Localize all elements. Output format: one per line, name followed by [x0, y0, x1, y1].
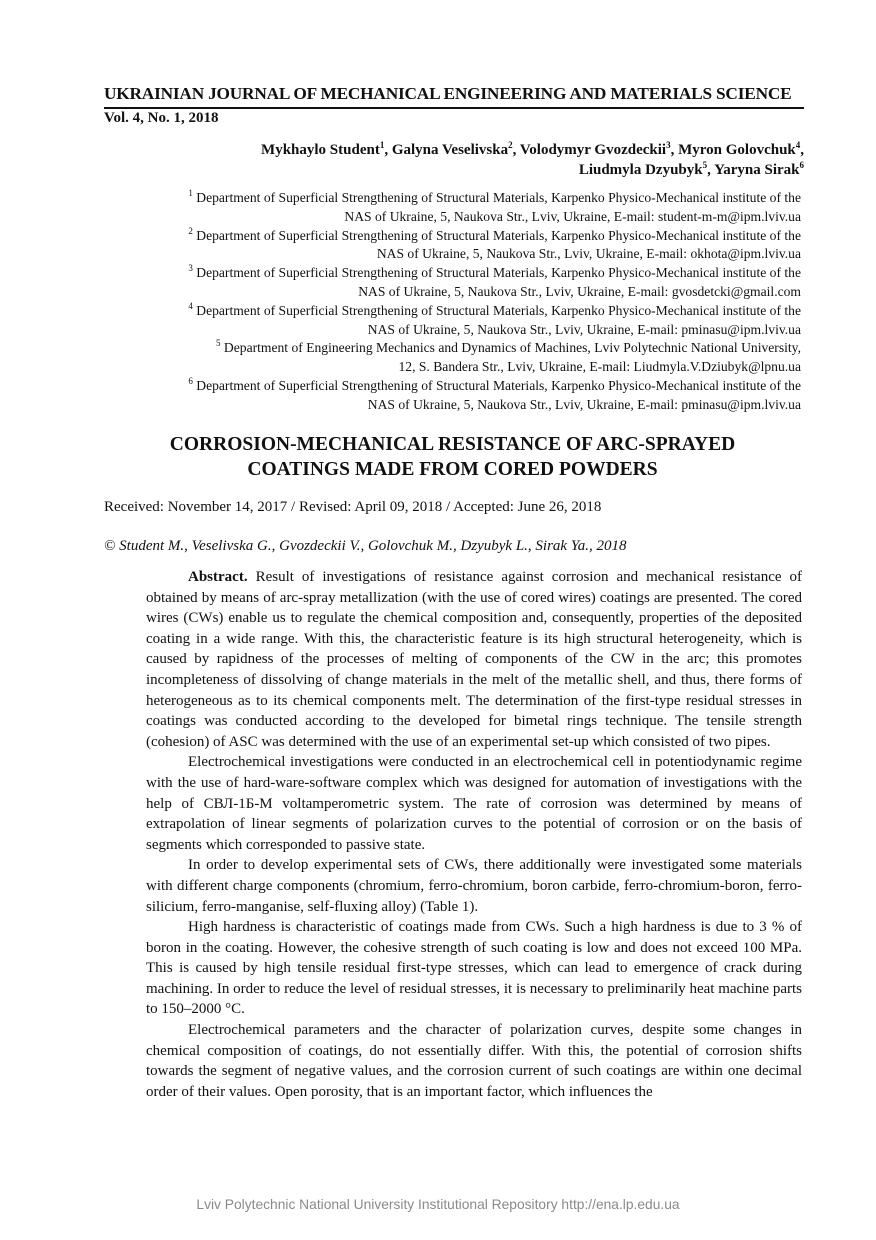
volume-info: Vol. 4, No. 1, 2018 — [104, 110, 219, 126]
author-name: Mykhaylo Student — [261, 142, 380, 158]
affiliation-number: 6 — [188, 375, 193, 386]
affiliation-number: 5 — [216, 338, 221, 349]
author-sup: 2 — [508, 140, 513, 150]
title-line: COATINGS MADE FROM CORED POWDERS — [247, 459, 658, 480]
affiliation-line: NAS of Ukraine, 5, Naukova Str., Lviv, Ukraine, E-mail: gvosdetcki@gmail.com — [358, 283, 801, 299]
author-sup: 6 — [799, 160, 804, 170]
abstract-text: Result of investigations of resistance against corrosion and mechanical resistance of obtained by means of arc-spray metallization (with the use of cored wires) coatings are presented. The cored wires (CWs) enable us to regulate the chemical composition and, consequently, properties of the deposited coating in a wide range. With this, the characteristic feature is its high structural heterogeneity, which is caused by rapidness of the processes of melting of components of the CW in the arc; this promotes incompleteness of dissolving of change materials in the melt of the metallic shell, and thus, there forms of heterogeneous as to its chemical components melt. The determination of the first-type residual stresses in coatings was conducted according to the developed for bimetal rings technique. The tensile strength (cohesion) of ASC was determined with the use of an experimental set-up which consisted of two pipes. — [146, 569, 803, 750]
author-name: Volodymyr Gvozdeckii — [519, 142, 667, 158]
affiliation — [104, 339, 801, 377]
author-line-2 — [261, 160, 804, 180]
affiliation — [104, 302, 801, 340]
affiliation-number: 4 — [188, 300, 193, 311]
author-sep: , — [707, 162, 715, 178]
affiliation-line: Department of Superficial Strengthening of Structural Materials, Karpenko Physico-Mechanical institute of the — [196, 265, 801, 281]
affiliation-line: Department of Superficial Strengthening of Structural Materials, Karpenko Physico-Mechanical institute of the — [196, 190, 801, 205]
affiliation — [104, 264, 801, 302]
abstract-paragraph: High hardness is characteristic of coatings made from CWs. Such a high hardness is due to 3 % of boron in the coating. However, the cohesive strength of such coating is low and does not exceed 100 MPa. This is caused by high tensile residual first-type stresses, which can lead to emergence of crack during machining. In order to reduce the level of residual stresses, it is necessary to preliminarily heat machine parts to 150–2000 °C. — [146, 919, 802, 1018]
author-sup: 4 — [795, 140, 801, 150]
author-name: Yaryna Sirak — [714, 162, 800, 178]
author-sup: 3 — [666, 140, 671, 150]
author-sep: , — [800, 142, 804, 158]
affiliation-line: Department of Superficial Strengthening of Structural Materials, Karpenko Physico-Mechanical institute of the — [196, 302, 801, 318]
affiliation-number: 1 — [188, 188, 193, 198]
abstract-paragraph: In order to develop experimental sets of CWs, there additionally were investigated some materials with different charge components (chromium, ferro-chromium, boron carbide, ferro-chromium-boron, ferro-silicium, ferro-manganise, self-fluxing alloy) (Table 1). — [146, 857, 802, 915]
affiliation-line: NAS of Ukraine, 5, Naukova Str., Lviv, Ukraine, E-mail: pminasu@ipm.lviv.ua — [367, 321, 801, 337]
author-line-1 — [261, 140, 804, 160]
author-name: Myron Golovchuk — [678, 142, 796, 158]
author-sup: 5 — [702, 160, 708, 170]
author-sup: 1 — [379, 140, 385, 150]
abstract — [146, 567, 802, 1102]
abstract-paragraph: Electrochemical parameters and the character of polarization curves, despite some changes in chemical composition of coatings, do not essentially differ. With this, the potential of corrosion shifts towards the segment of negative values, and the corrosion current of such coatings are within one decimal order of their values. Open porosity, that is an important factor, which influences the — [146, 1022, 802, 1100]
repository-footer: Lviv Polytechnic National University Institutional Repository http://ena.lp.edu.ua — [196, 1197, 680, 1212]
header-rule — [104, 107, 804, 109]
affiliation-line: 12, S. Bandera Str., Lviv, Ukraine, E-mail: Liudmyla.V.Dziubyk@lpnu.ua — [398, 359, 801, 375]
author-name: Liudmyla Dzyubyk — [578, 162, 703, 178]
affiliation-list — [104, 189, 801, 415]
author-sep: , — [512, 142, 520, 158]
affiliation-line: Department of Superficial Strengthening of Structural Materials, Karpenko Physico-Mechanical institute of the — [196, 227, 801, 243]
submission-dates: Received: November 14, 2017 / Revised: April 09, 2018 / Accepted: June 26, 2018 — [104, 499, 602, 515]
copyright-line: © Student M., Veselivska G., Gvozdeckii V., Golovchuk M., Dzyubyk L., Sirak Ya., 2018 — [104, 538, 627, 554]
affiliation — [104, 377, 801, 415]
affiliation-number: 2 — [188, 225, 193, 236]
affiliation — [104, 189, 801, 227]
affiliation-number: 3 — [188, 263, 193, 274]
abstract-label: Abstract. — [188, 569, 248, 585]
affiliation-line: NAS of Ukraine, 5, Naukova Str., Lviv, Ukraine, E-mail: student-m-m@ipm.lviv.ua — [344, 208, 801, 224]
affiliation-line: Department of Engineering Mechanics and Dynamics of Machines, Lviv Polytechnic National University, — [223, 340, 801, 356]
author-name: Galyna Veselivska — [391, 142, 509, 158]
author-list — [261, 140, 804, 180]
abstract-paragraph — [146, 567, 802, 752]
paper-title — [104, 432, 801, 482]
affiliation-line: NAS of Ukraine, 5, Naukova Str., Lviv, Ukraine, E-mail: okhota@ipm.lviv.ua — [376, 246, 801, 262]
affiliation-line: Department of Superficial Strengthening of Structural Materials, Karpenko Physico-Mechanical institute of the — [196, 377, 801, 393]
journal-title: UKRAINIAN JOURNAL OF MECHANICAL ENGINEERING AND MATERIALS SCIENCE — [104, 84, 792, 103]
affiliation-line: NAS of Ukraine, 5, Naukova Str., Lviv, Ukraine, E-mail: pminasu@ipm.lviv.ua — [367, 396, 801, 412]
title-line: CORROSION-MECHANICAL RESISTANCE OF ARC-SPRAYED — [169, 434, 736, 455]
author-sep: , — [670, 142, 679, 158]
author-sep: , — [384, 142, 392, 158]
abstract-paragraph: Electrochemical investigations were conducted in an electrochemical cell in potentiodynamic regime with the use of hard-ware-software complex which was designed for automation of investigations with the help of СВЛ-1Б-М voltamperometric system. The rate of corrosion was determined by means of extrapolation of linear segments of polarization curves to the potential of corrosion or on the basis of segments which corresponded to passive state. — [146, 754, 802, 853]
affiliation — [104, 227, 801, 265]
